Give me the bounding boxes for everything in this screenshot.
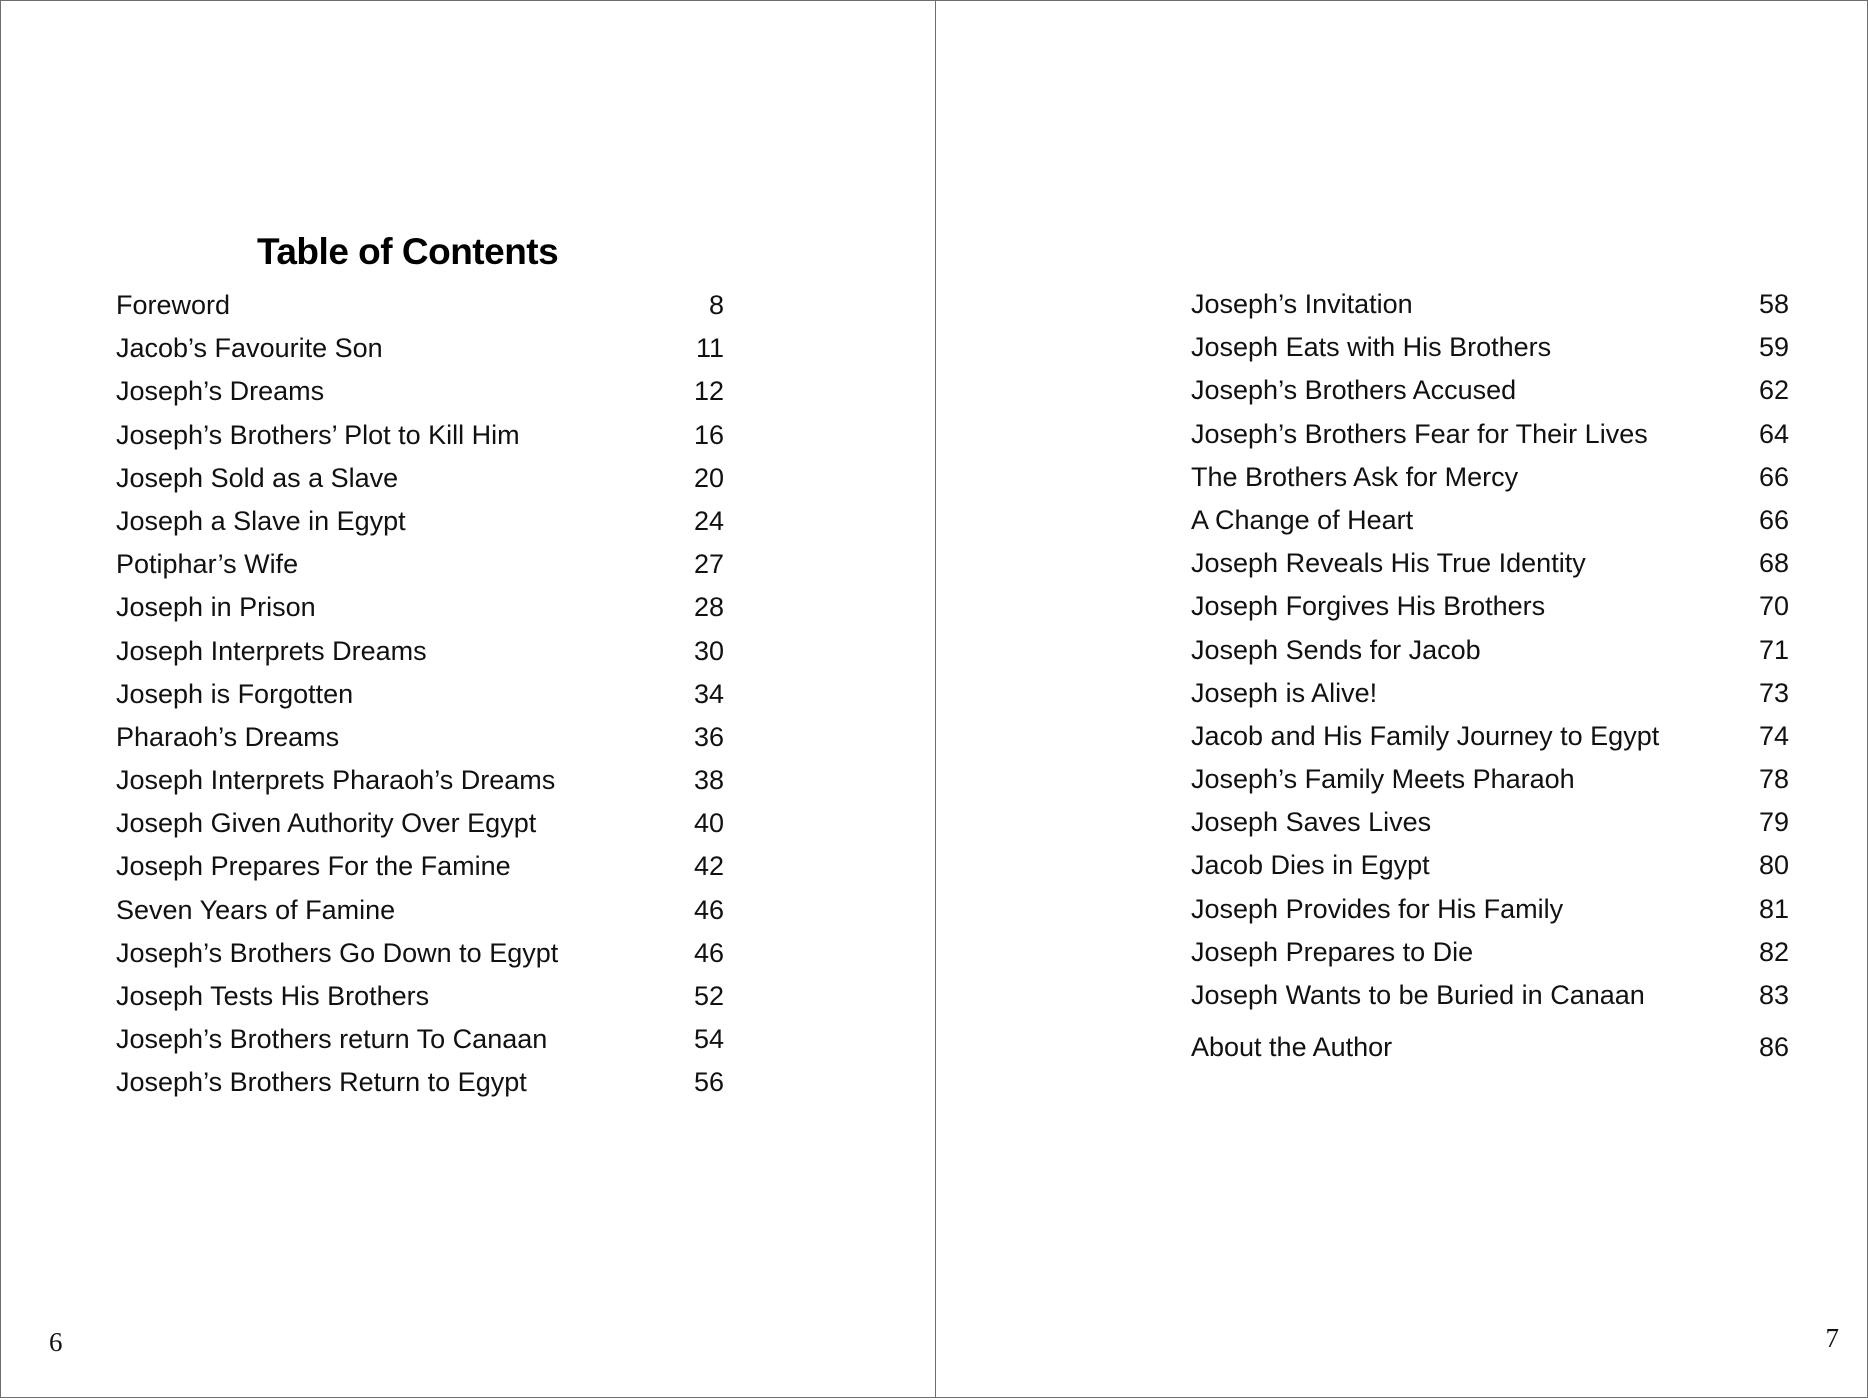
toc-entry-page-number: 74 xyxy=(1758,720,1789,751)
toc-entry xyxy=(1191,369,1789,412)
toc-entry-title: Joseph Forgives His Brothers xyxy=(1191,591,1546,622)
toc-entry-page-number: 70 xyxy=(1758,591,1789,622)
page-number: 7 xyxy=(1825,1323,1839,1353)
toc-entry-page-number: 71 xyxy=(1758,634,1789,665)
toc-entry xyxy=(1191,931,1789,974)
toc-entry xyxy=(1191,585,1789,628)
toc-entry-page-number: 16 xyxy=(693,419,724,450)
toc-entry-page-number: 12 xyxy=(693,376,724,407)
toc-entry-title: Joseph Wants to be Buried in Canaan xyxy=(1191,980,1645,1010)
toc-entry xyxy=(116,543,724,586)
toc-entry-page-number: 27 xyxy=(693,549,724,580)
toc-entry-title: Jacob Dies in Egypt xyxy=(1191,850,1430,881)
toc-title: Table of Contents xyxy=(257,230,559,272)
toc-entry-title: Joseph’s Invitation xyxy=(1191,289,1413,319)
toc-entry-page-number: 59 xyxy=(1758,332,1789,363)
toc-entry xyxy=(116,1061,724,1104)
toc-entry-page-number: 79 xyxy=(1758,807,1789,838)
toc-entry-page-number: 24 xyxy=(693,505,724,536)
toc-entry xyxy=(116,889,724,932)
right-page xyxy=(935,0,1868,1398)
toc-entry-title: Joseph Saves Lives xyxy=(1191,807,1432,838)
toc-entry-page-number: 68 xyxy=(1758,548,1789,579)
toc-entry-page-number: 28 xyxy=(693,592,724,623)
toc-entry xyxy=(1191,629,1789,672)
toc-entry xyxy=(116,759,724,802)
toc-entry-page-number: 73 xyxy=(1758,677,1789,708)
toc-entry-page-number: 38 xyxy=(693,765,724,796)
toc-entry xyxy=(116,284,724,327)
toc-entry-title: Joseph Sends for Jacob xyxy=(1191,634,1481,665)
toc-entry xyxy=(1191,326,1789,369)
toc-entry xyxy=(116,414,724,457)
toc-entry-page-number: 78 xyxy=(1758,764,1789,795)
toc-entry-title: Joseph Provides for His Family xyxy=(1191,893,1564,924)
toc-entry xyxy=(116,370,724,413)
toc-entry-page-number: 58 xyxy=(1758,289,1789,319)
toc-entry-page-number: 11 xyxy=(695,333,724,364)
toc-entry-page-number: 34 xyxy=(693,678,724,709)
toc-entry xyxy=(1191,974,1789,1017)
toc-entry xyxy=(116,975,724,1018)
toc-entry xyxy=(1191,672,1789,715)
toc-entry xyxy=(1191,715,1789,758)
toc-entry xyxy=(116,500,724,543)
toc-entry-title: Joseph Prepares For the Famine xyxy=(116,851,511,882)
toc-entry xyxy=(116,845,724,888)
toc-entry xyxy=(1191,542,1789,585)
toc-entry-page-number: 56 xyxy=(693,1067,724,1098)
toc-entry-page-number: 42 xyxy=(693,851,724,882)
toc-entry-title: Foreword xyxy=(116,290,231,320)
toc-entry-page-number: 20 xyxy=(693,462,724,493)
toc-entry-title: Jacob and His Family Journey to Egypt xyxy=(1191,720,1660,751)
toc-entry xyxy=(116,327,724,370)
toc-entry xyxy=(1191,283,1789,326)
toc-entry-page-number: 40 xyxy=(693,808,724,839)
toc-entry-title: Joseph Interprets Pharaoh’s Dreams xyxy=(116,765,556,796)
toc-entry-title: Joseph’s Brothers Return to Egypt xyxy=(116,1067,527,1098)
toc-entry xyxy=(116,802,724,845)
toc-entry xyxy=(1191,499,1789,542)
toc-entry xyxy=(116,630,724,673)
toc-entry-title: Potiphar’s Wife xyxy=(116,549,299,580)
toc-entry-page-number: 62 xyxy=(1758,375,1789,406)
toc-entry-title: Joseph Eats with His Brothers xyxy=(1191,332,1552,363)
toc-entry-title: Joseph Reveals His True Identity xyxy=(1191,548,1586,579)
toc-entry-title: The Brothers Ask for Mercy xyxy=(1191,461,1519,492)
toc-entry-title: Joseph’s Dreams xyxy=(116,376,325,407)
toc-entry-title: Joseph’s Brothers Fear for Their Lives xyxy=(1191,418,1648,449)
toc-entry-title: Joseph Tests His Brothers xyxy=(116,981,430,1011)
toc-entry-page-number: 30 xyxy=(693,635,724,666)
toc-entry-page-number: 83 xyxy=(1758,980,1789,1010)
toc-entry-title: Joseph’s Brothers Go Down to Egypt xyxy=(116,937,559,968)
toc-entry-page-number: 36 xyxy=(693,721,724,752)
toc-entry xyxy=(1191,801,1789,844)
toc-entry xyxy=(1191,844,1789,887)
toc-entry-title: Joseph’s Brothers’ Plot to Kill Him xyxy=(116,419,520,450)
toc-entry-title: Joseph in Prison xyxy=(116,592,316,623)
toc-entry xyxy=(116,716,724,759)
toc-entry-page-number: 64 xyxy=(1758,418,1789,449)
toc-entry-page-number: 52 xyxy=(693,981,724,1011)
toc-entry-page-number: 66 xyxy=(1758,504,1789,535)
toc-entry xyxy=(1191,413,1789,456)
toc-entry xyxy=(116,932,724,975)
toc-entry-title: Joseph Prepares to Die xyxy=(1191,936,1474,967)
toc-entry xyxy=(1191,1026,1789,1069)
toc-entry-title: Joseph is Forgotten xyxy=(116,678,354,709)
toc-entry xyxy=(1191,758,1789,801)
toc-entry xyxy=(116,1018,724,1061)
toc-entry-title: Joseph Given Authority Over Egypt xyxy=(116,808,537,839)
toc-entry-page-number: 46 xyxy=(693,894,724,925)
toc-entry-title: Joseph Interprets Dreams xyxy=(116,635,427,666)
toc-entry-title: A Change of Heart xyxy=(1191,504,1414,535)
toc-entry-title: Jacob’s Favourite Son xyxy=(116,333,383,364)
toc-entry xyxy=(116,673,724,716)
toc-entry-page-number: 8 xyxy=(708,290,724,320)
toc-entry-page-number: 54 xyxy=(693,1024,724,1055)
toc-entry-page-number: 86 xyxy=(1758,1032,1789,1063)
toc-entry-title: Pharaoh’s Dreams xyxy=(116,721,340,752)
toc-entry-title: Joseph’s Family Meets Pharaoh xyxy=(1191,764,1575,795)
toc-entry-title: Joseph is Alive! xyxy=(1191,677,1378,708)
toc-entry-page-number: 66 xyxy=(1758,461,1789,492)
toc-entry-title: Joseph’s Brothers return To Canaan xyxy=(116,1024,548,1055)
toc-entry-page-number: 82 xyxy=(1758,936,1789,967)
toc-entry-title: Joseph Sold as a Slave xyxy=(116,462,399,493)
toc-entry-page-number: 46 xyxy=(693,937,724,968)
toc-list-left xyxy=(116,284,724,1105)
toc-entry xyxy=(1191,888,1789,931)
toc-entry xyxy=(116,457,724,500)
page-number: 6 xyxy=(49,1327,63,1357)
toc-entry-title: Seven Years of Famine xyxy=(116,894,396,925)
toc-entry-title: Joseph a Slave in Egypt xyxy=(116,505,406,536)
toc-list-right xyxy=(1191,283,1789,1069)
toc-entry-page-number: 81 xyxy=(1758,893,1789,924)
toc-entry-page-number: 80 xyxy=(1758,850,1789,881)
toc-entry xyxy=(1191,456,1789,499)
toc-entry-title: About the Author xyxy=(1191,1032,1393,1063)
toc-entry-title: Joseph’s Brothers Accused xyxy=(1191,375,1517,406)
toc-entry xyxy=(116,586,724,629)
